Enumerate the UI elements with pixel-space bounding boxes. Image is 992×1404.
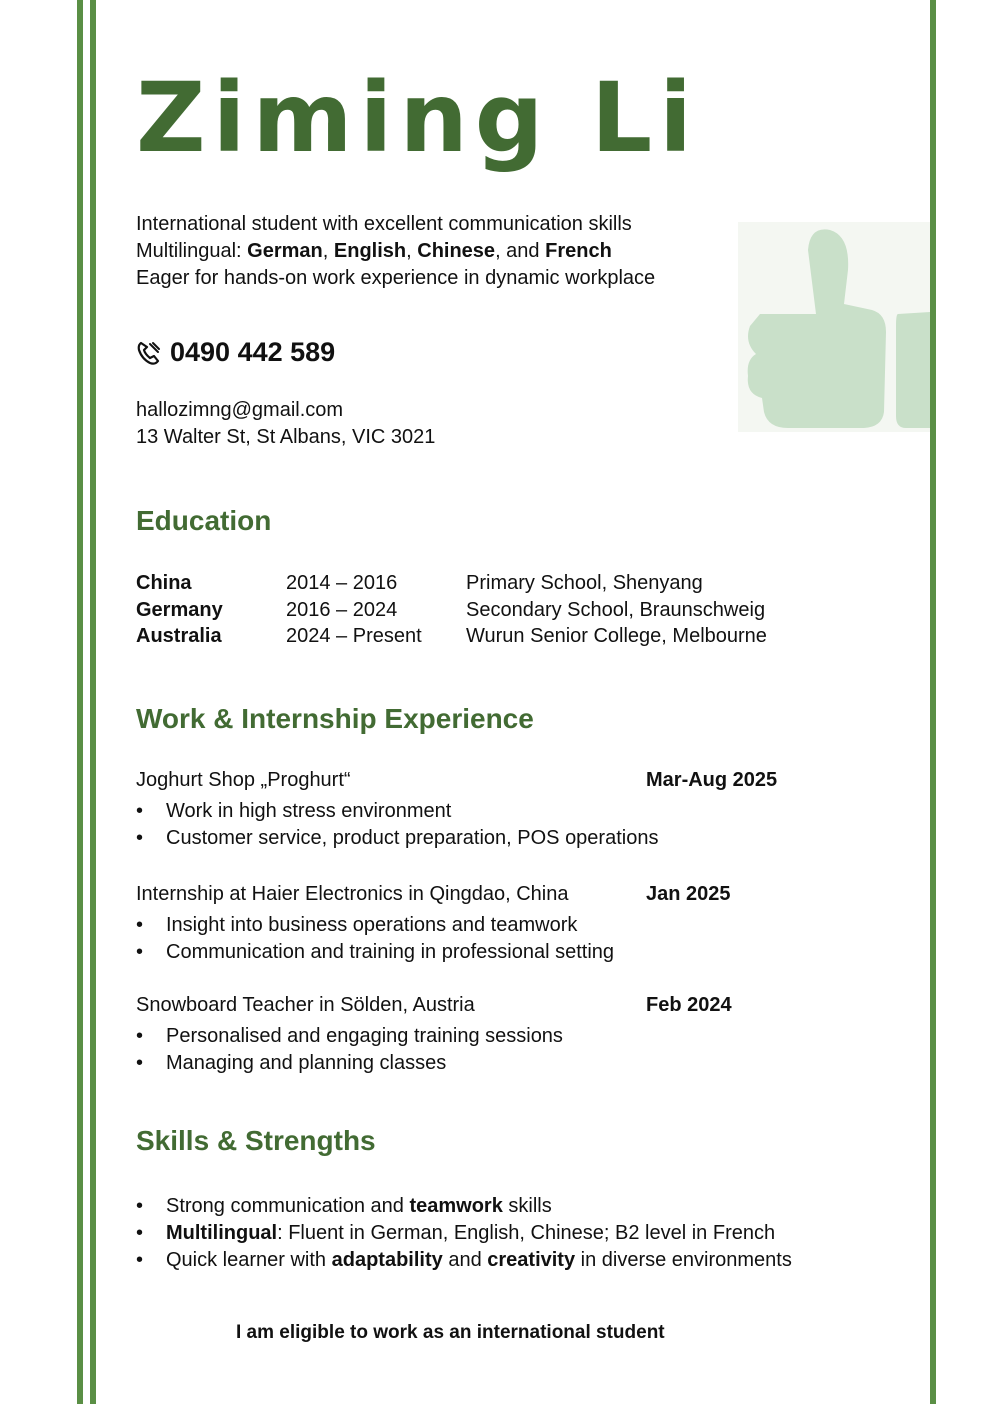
job-date: Feb 2024	[646, 994, 732, 1016]
job-date: Jan 2025	[646, 883, 731, 905]
skill-keyword: Multilingual	[166, 1222, 278, 1244]
job-date: Mar-Aug 2025	[646, 769, 778, 791]
job-bullets	[136, 798, 836, 852]
skill-keyword: creativity	[487, 1249, 576, 1271]
education-school: Primary School, Shenyang	[466, 572, 703, 594]
left-border-line-outer	[77, 0, 83, 1404]
job-bullet: • Communication and training in professional setting	[136, 939, 836, 966]
skill-item	[136, 1247, 792, 1274]
phone-icon	[136, 340, 162, 366]
contact-details	[136, 397, 435, 451]
intro-summary	[136, 211, 655, 292]
education-table	[136, 570, 767, 650]
job-header	[136, 767, 836, 794]
skill-item	[136, 1220, 792, 1247]
job-bullet: • Managing and planning classes	[136, 1050, 836, 1077]
language-chinese: Chinese	[417, 240, 496, 262]
skill-text: Strong communication and	[166, 1195, 410, 1217]
skill-item	[136, 1193, 792, 1220]
skill-text: Quick learner with	[166, 1249, 332, 1271]
job-bullets	[136, 912, 836, 966]
job-header	[136, 881, 836, 908]
right-border-line	[930, 0, 936, 1404]
skill-text: skills	[502, 1195, 552, 1217]
education-school: Secondary School, Braunschweig	[466, 598, 766, 621]
phone-row	[136, 337, 335, 368]
education-years: 2014 – 2016	[286, 572, 398, 594]
intro-line-2	[136, 238, 655, 265]
job-bullet: • Personalised and engaging training sessions	[136, 1023, 836, 1050]
education-row	[136, 597, 767, 624]
education-school: Wurun Senior College, Melbourne	[466, 625, 767, 647]
candidate-name: Ziming Li	[136, 62, 700, 174]
education-row	[136, 623, 767, 650]
thumbs-up-icon	[738, 222, 930, 432]
job-entry	[136, 881, 836, 966]
job-header	[136, 992, 836, 1019]
education-row	[136, 570, 767, 597]
language-french: French	[545, 240, 612, 262]
job-bullets	[136, 1023, 836, 1077]
work-heading: Work & Internship Experience	[136, 703, 534, 734]
job-title: Snowboard Teacher in Sölden, Austria	[136, 994, 475, 1016]
skills-heading: Skills & Strengths	[136, 1125, 376, 1156]
language-german: German	[247, 240, 323, 262]
job-title: Joghurt Shop „Proghurt“	[136, 769, 351, 791]
separator: ,	[322, 240, 334, 262]
intro-line-3: Eager for hands-on work experience in dynamic workplace	[136, 267, 656, 289]
skill-keyword: teamwork	[409, 1195, 503, 1217]
education-years: 2024 – Present	[286, 625, 422, 647]
phone-number[interactable]: 0490 442 589	[170, 337, 336, 367]
skill-text: in diverse environments	[575, 1249, 792, 1271]
multilingual-label: Multilingual:	[136, 240, 248, 262]
skill-text: : Fluent in German, English, Chinese; B2 level in French	[277, 1222, 776, 1244]
job-entry	[136, 992, 836, 1077]
education-heading: Education	[136, 505, 272, 536]
skill-text: and	[442, 1249, 488, 1271]
job-bullet: • Insight into business operations and teamwork	[136, 912, 836, 939]
email-address[interactable]: hallozimng@gmail.com	[136, 399, 344, 421]
skill-keyword: adaptability	[331, 1249, 443, 1271]
education-years: 2016 – 2024	[286, 598, 398, 621]
education-country: Germany	[136, 598, 223, 621]
intro-line-1: International student with excellent communication skills	[136, 213, 632, 235]
skills-list	[136, 1193, 792, 1274]
education-country: China	[136, 572, 192, 594]
job-bullet: • Work in high stress environment	[136, 798, 836, 825]
education-country: Australia	[136, 625, 222, 647]
separator: , and	[495, 240, 546, 262]
job-bullet: • Customer service, product preparation, POS operations	[136, 825, 836, 852]
left-border-line-inner	[90, 0, 96, 1404]
postal-address: 13 Walter St, St Albans, VIC 3021	[136, 426, 436, 448]
job-entry	[136, 767, 836, 852]
eligibility-statement: I am eligible to work as an international student	[236, 1322, 665, 1343]
job-title: Internship at Haier Electronics in Qingdao, China	[136, 883, 569, 905]
language-english: English	[333, 240, 407, 262]
separator: ,	[406, 240, 418, 262]
